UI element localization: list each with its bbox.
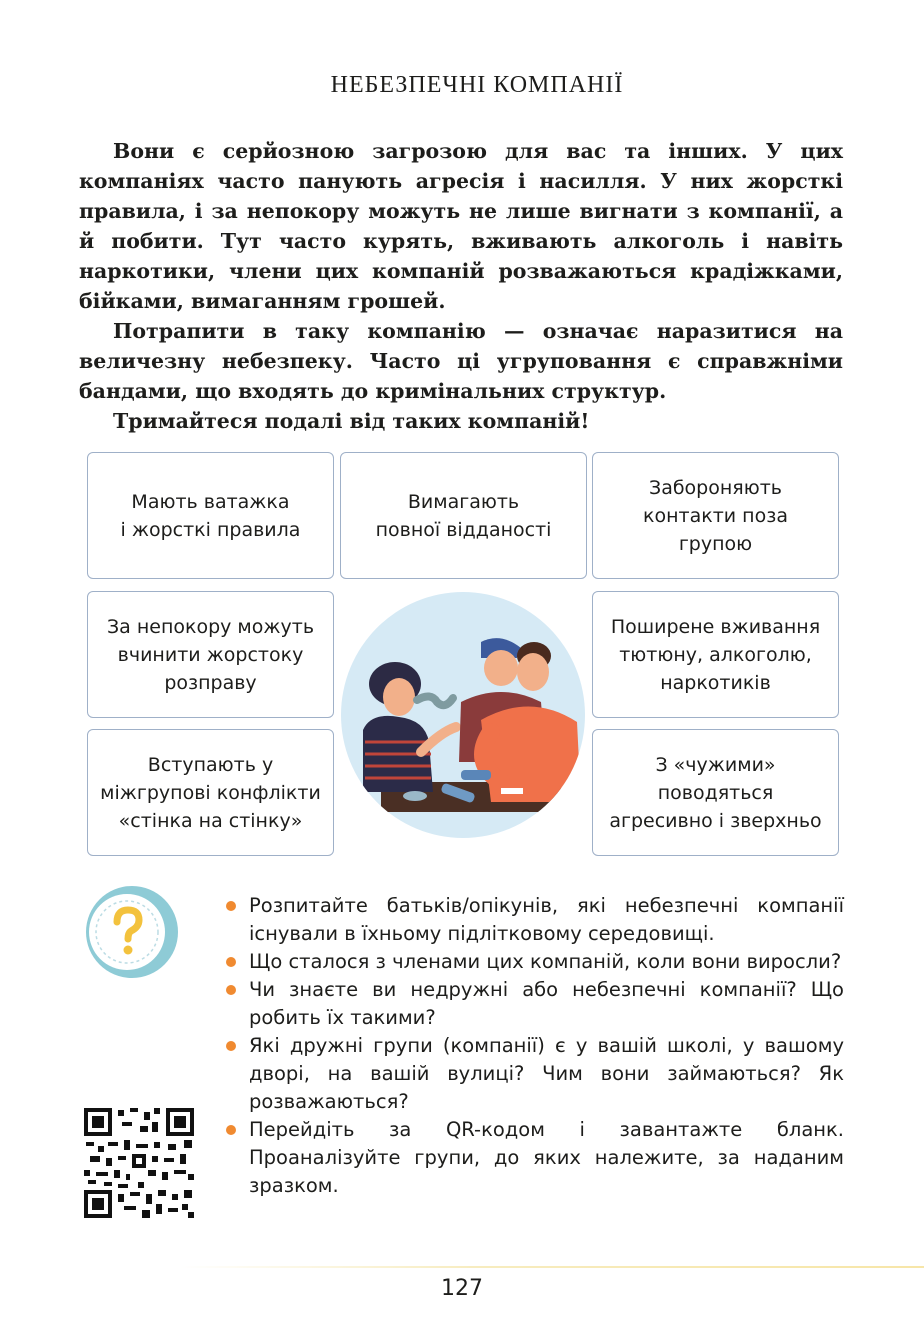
list-item: Що сталося з членами цих компаній, коли вони виросли? — [226, 948, 844, 976]
list-item: Розпитайте батьків/опікунів, які небезпечні компанії існували в їхньому підлітковому середовищі. — [226, 892, 844, 948]
card-loyalty: Вимагають повної відданості — [340, 452, 587, 579]
card-leader: Мають ватажка і жорсткі правила — [87, 452, 334, 579]
bullet-icon — [226, 1041, 236, 1051]
page-number: 127 — [441, 1276, 483, 1301]
card-conflicts: Вступають у міжгрупові конфлікти «стінка на стінку» — [87, 729, 334, 856]
question-mark-icon — [84, 884, 180, 980]
paragraph-2: Потрапити в таку компанію — означає наразитися на величезну небезпеку. Часто ці угруповання є справжніми бандами, що входять до кримінальних структур. — [79, 319, 843, 403]
page-title: НЕБЕЗПЕЧНІ КОМПАНІЇ — [330, 72, 624, 98]
paragraph-3: Тримайтеся подалі від таких компаній! — [113, 409, 590, 433]
questions-list — [226, 892, 844, 1200]
card-contacts: Забороняють контакти поза групою — [592, 452, 839, 579]
list-item: Чи знаєте ви недружні або небезпечні компанії? Що робить їх такими? — [226, 976, 844, 1032]
list-item: Перейдіть за QR-кодом і завантажте бланк. Проаналізуйте групи, до яких належите, за наданим зразком. — [226, 1116, 844, 1200]
footer-divider — [180, 1266, 924, 1268]
qr-code[interactable] — [84, 1108, 194, 1218]
bullet-icon — [226, 957, 236, 967]
list-item: Які дружні групи (компанії) є у вашій школі, у вашому дворі, на вашій вулиці? Чим вони займаються? Як розважаються? — [226, 1032, 844, 1116]
bullet-icon — [226, 901, 236, 911]
bullet-icon — [226, 1125, 236, 1135]
bullet-icon — [226, 985, 236, 995]
paragraph-1: Вони є серйозною загрозою для вас та інших. У цих компаніях часто панують агресія і насилля. У них жорсткі правила, і за непокору можуть не лише вигнати з компанії, а й побити. Тут часто курять, вживають алкоголь і навіть наркотики, члени цих компаній розважаються крадіжками, бійками, вимаганням грошей. — [79, 139, 843, 313]
card-substances: Поширене вживання тютюну, алкоголю, наркотиків — [592, 591, 839, 718]
card-strangers: З «чужими» поводяться агресивно і зверхньо — [592, 729, 839, 856]
body-text — [79, 136, 843, 436]
card-punishment: За непокору можуть вчинити жорстоку розправу — [87, 591, 334, 718]
group-illustration — [341, 592, 585, 838]
